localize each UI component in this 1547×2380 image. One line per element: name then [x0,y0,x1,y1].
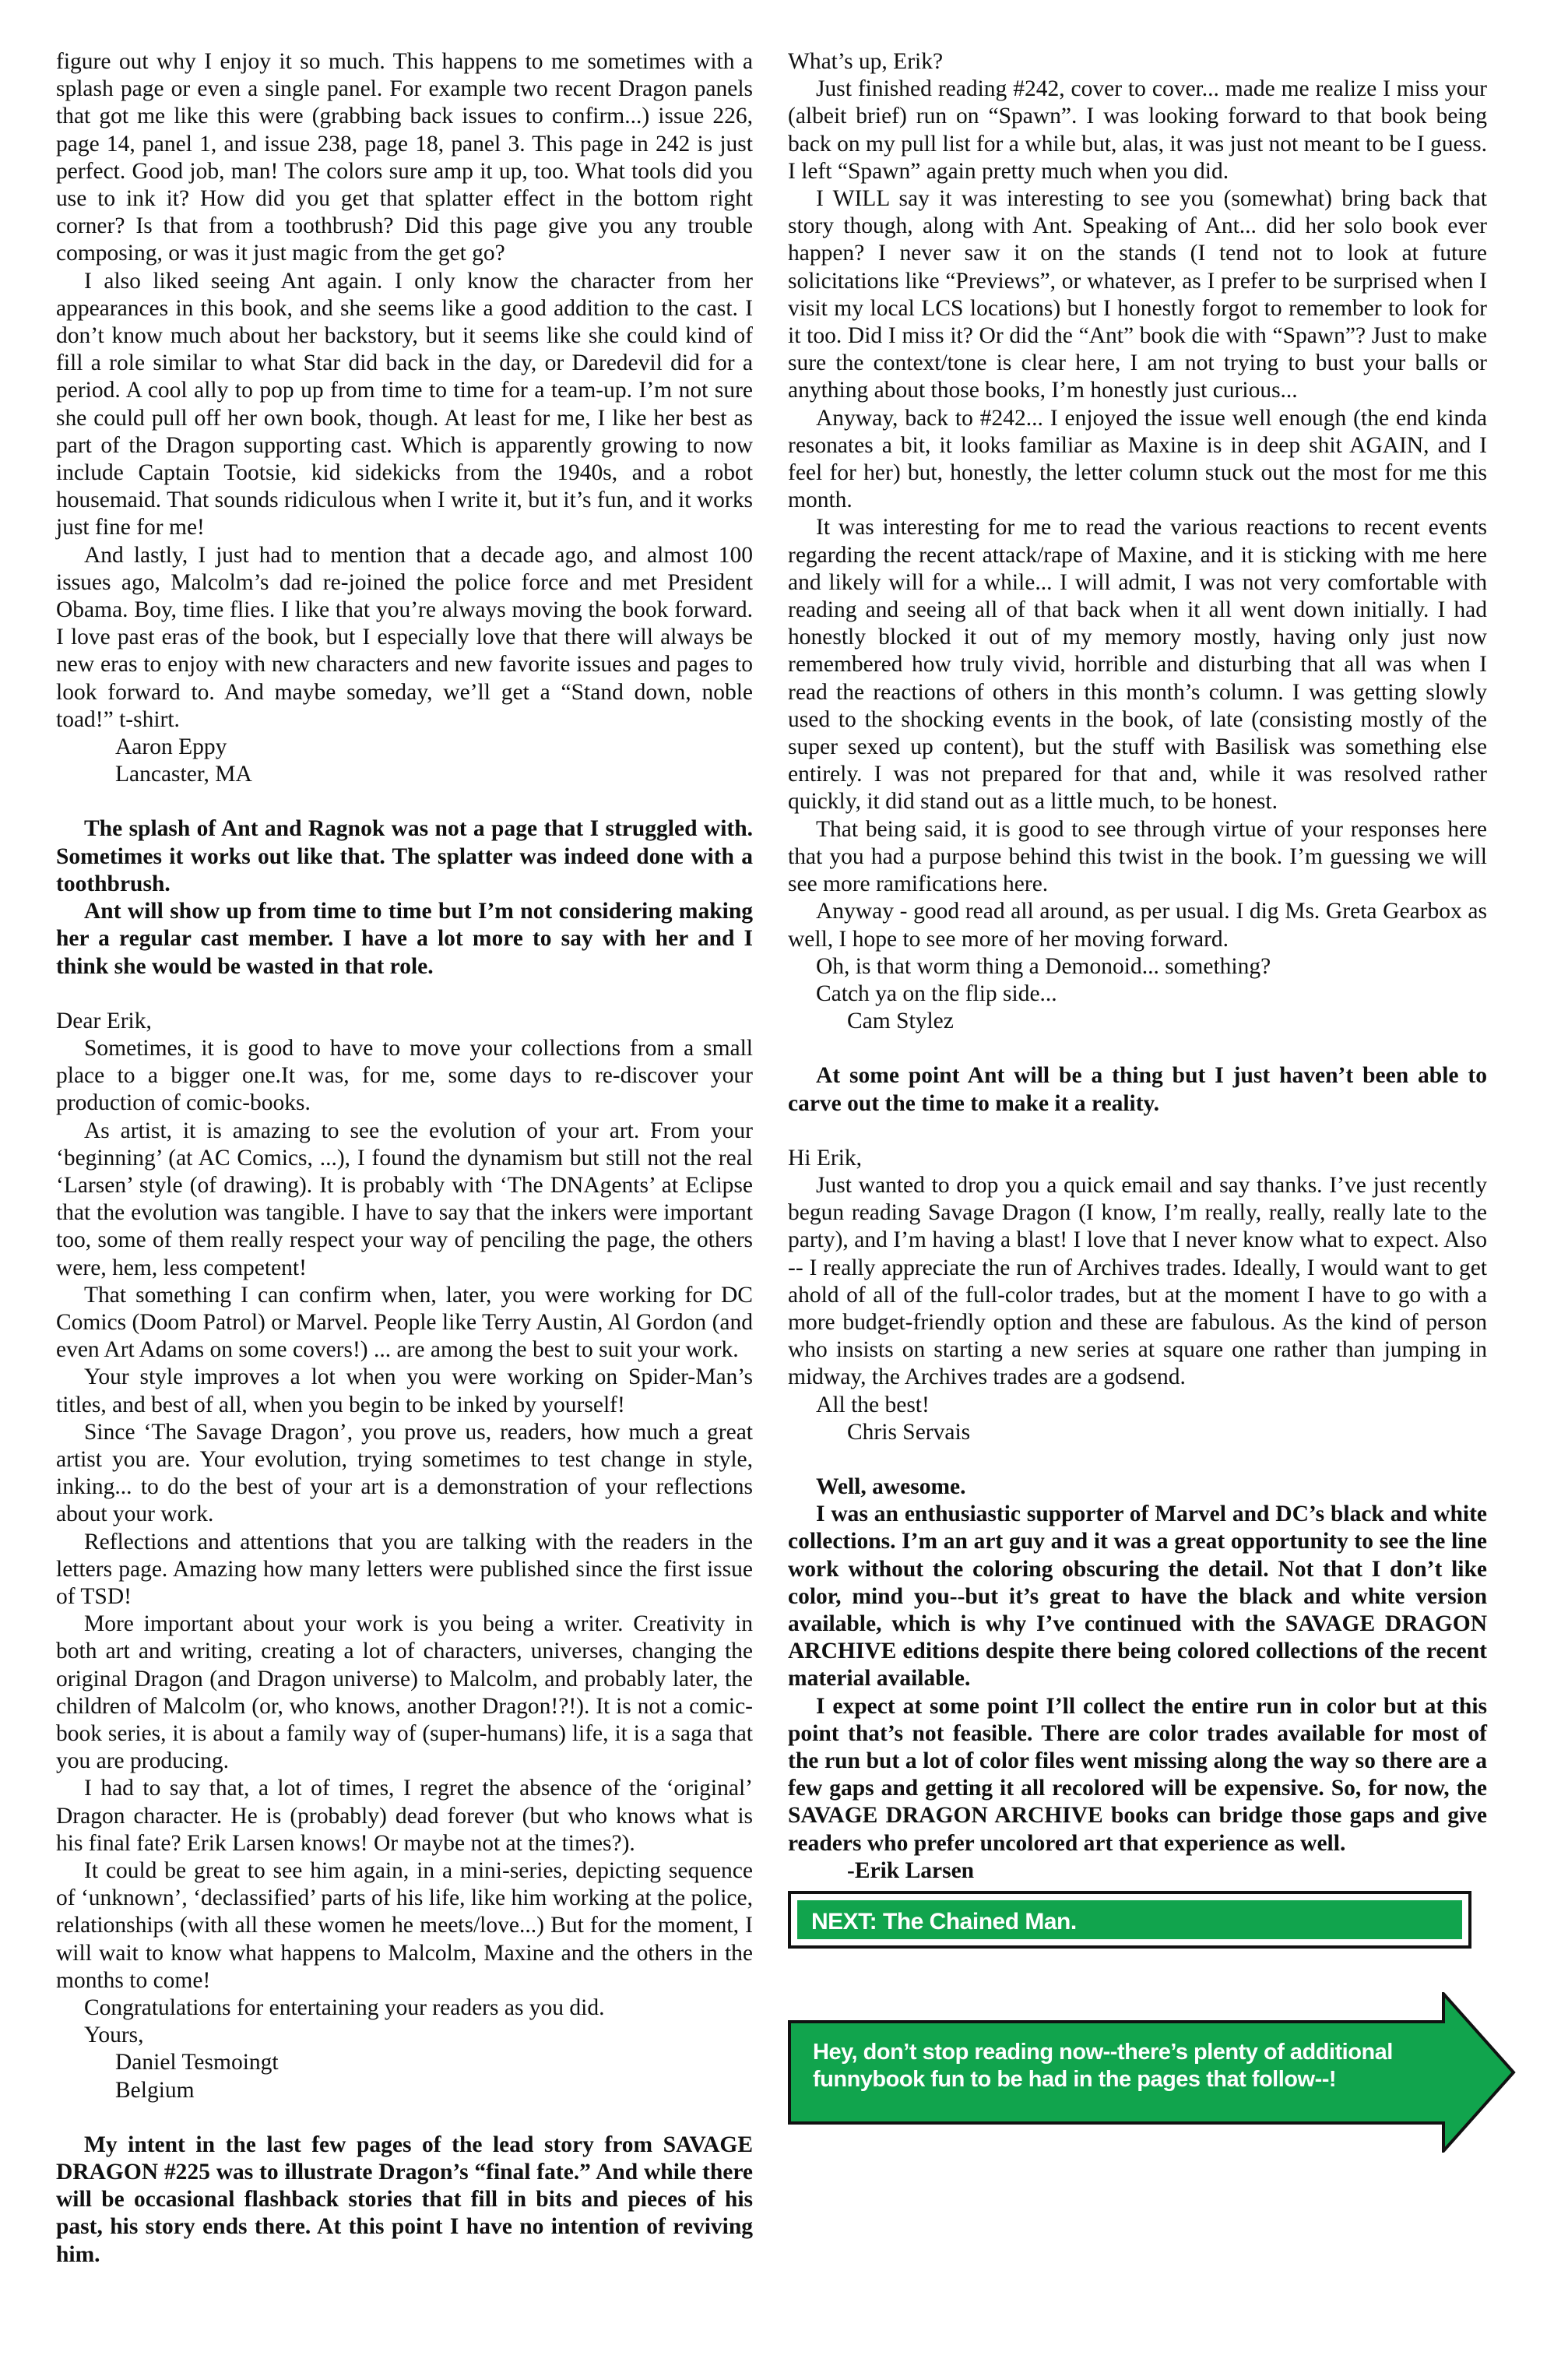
reply1-paragraph: Ant will show up from time to time but I’m not considering making her a regular cast member. I have a lot more to say with her and I think she would be wasted in that role. [56,899,753,979]
letter1-paragraph: figure out why I enjoy it so much. This happens to me sometimes with a splash page or even a single panel. For example two recent Dragon panels that got me like this were (grabbing back issues to confirm...) issue 226, page 14, panel 1, and issue 238, page 18, panel 3. This page in 242 is just perfect. Good job, man! The colors sure amp it up, too. What tools did you use to ink it? How did you get that splatter effect in the bottom right corner? Is that from a toothbrush? Did this page give you any trouble composing, or was it just magic from the get go? [56,49,753,266]
letter4-greeting: Hi Erik, [788,1145,863,1171]
letter4-signature: Chris Servais [847,1419,971,1445]
next-issue-banner-fill [797,1900,1462,1939]
letter2-paragraph: As artist, it is amazing to see the evolution of your art. From your ‘beginning’ (at AC Comics, ...), I found the dynamism but still not the real ‘Larsen’ style (of drawing). It is probably with ‘The DNAgents’ at Eclipse that the evolution was tangible. I have to say that the inkers were important too, some of them really respect your way of penciling the page, the others were, hem, less competent! [56,1118,753,1280]
reply4-signature: -Erik Larsen [847,1857,975,1883]
letter2-closing: Yours, [84,2023,144,2048]
letter3-paragraph: Anyway, back to #242... I enjoyed the issue well enough (the end kinda resonates a bit, it looks familiar as Maxine is in deep shit AGAIN, and I feel for her) but, honestly, the letter column stuck out the most for me this month. [788,405,1487,513]
letter2-paragraph: Since ‘The Savage Dragon’, you prove us, readers, how much a great artist you are. Your evolution, trying sometimes to test change in style, inking... to do the best of your art is a demonstration of your reflections about your work. [56,1419,753,1527]
letter2-signature-place: Belgium [115,2077,195,2103]
letter4-paragraph: All the best! [816,1392,930,1417]
continue-reading-arrow [788,1992,1516,2153]
continue-reading-label: Hey, don’t stop reading now--there’s plenty of additional funnybook fun to be had in the pages that follow--! [813,2040,1393,2092]
letter3-paragraph: Anyway - good read all around, as per usual. I dig Ms. Greta Gearbox as well, I hope to see more of her moving forward. [788,899,1487,952]
letter1-signature-place: Lancaster, MA [115,762,252,787]
letter3-paragraph: Oh, is that worm thing a Demonoid... something? [816,953,1271,979]
reply4-paragraph: I expect at some point I’ll collect the entire run in color but at this point that’s not feasible. There are color trades available for most of the run but a lot of color files went missing along the way so there are a few gaps and getting it all recolored will be expensive. So, for now, the SAVAGE DRAGON ARCHIVE books can bridge those gaps and give readers who prefer uncolored art that experience as well. [788,1693,1487,1856]
letter3-greeting: What’s up, Erik? [788,49,944,74]
letter2-greeting: Dear Erik, [56,1008,152,1033]
letter3-paragraph: It was interesting for me to read the various reactions to recent events regarding the recent attack/rape of Maxine, and it is sticking with me here and likely will for a while... I will admit, I was not very comfortable with reading and seeing all of that back when it all went down initially. I had honestly blocked it out of my memory mostly, having only just now remembered how truly vivid, horrible and disturbing that all was when I read the reactions of others in this month’s column. I was getting slowly used to the shocking events in the book, of late (consisting mostly of the super sexed up content), but the stuff with Basilisk was something else entirely. I was not prepared for that and, while it was resolved rather quickly, it did stand out as a little much, to be honest. [788,515,1487,815]
letter1-paragraph: And lastly, I just had to mention that a decade ago, and almost 100 issues ago, Malcolm’s dad re-joined the police force and met President Obama. Boy, time flies. I like that you’re always moving the book forward. I love past eras of the book, but I especially love that there will always be new eras to enjoy with new characters and new favorite issues and pages to look forward to. And maybe someday, we’ll get a “Stand down, noble toad!” t-shirt. [56,542,753,732]
letter3-paragraph: That being said, it is good to see through virtue of your responses here that you had a purpose behind this twist in the book. I’m guessing we will see more ramifications here. [788,816,1487,897]
letter2-paragraph: More important about your work is you being a writer. Creativity in both art and writing, creating a lot of characters, universes, changing the original Dragon (and Dragon universe) to Malcolm, and probably later, the children of Malcolm (or, who knows, another Dragon!?!). It is not a comic-book series, it is about a family way of (super-humans) life, it is a saga that you are producing. [56,1611,753,1774]
letter2-paragraph: Sometimes, it is good to have to move your collections from a small place to a bigger one.It was, for me, some days to re-discover your production of comic-books. [56,1035,753,1116]
next-issue-label: NEXT: The Chained Man. [811,1909,1077,1935]
letter1-signature-name: Aaron Eppy [115,734,227,760]
letter2-paragraph: Your style improves a lot when you were working on Spider-Man’s titles, and best of all, when you begin to be inked by yourself! [56,1364,753,1417]
reply1-paragraph: The splash of Ant and Ragnok was not a page that I struggled with. Sometimes it works out like that. The splatter was indeed done with a toothbrush. [56,816,753,896]
letter3-paragraph: Catch ya on the flip side... [816,981,1057,1006]
right-column [788,48,1487,2153]
letter2-paragraph: It could be great to see him again, in a mini-series, depicting sequence of ‘unknown’, ‘declassified’ parts of his life, like him working at the police, relationships (with all these women he meets/love...) But for the moment, I will wait to know what happens to Malcolm, Maxine and the others in the months to come! [56,1858,753,1993]
letter2-paragraph: I had to say that, a lot of times, I regret the absence of the ‘original’ Dragon character. He is (probably) dead forever (but who knows what is his final fate? Erik Larsen knows! Or maybe not at the times?). [56,1776,753,1856]
left-column [56,48,753,2269]
reply4-paragraph: I was an enthusiastic supporter of Marvel and DC’s black and white collections. I’m an art guy and it was a great opportunity to see the line work without the coloring obscuring the detail. Not that I don’t like color, mind you--but it’s great to have the black and white version available, which is why I’ve continued with the SAVAGE DRAGON ARCHIVE editions despite there being colored collections of the recent material available. [788,1502,1487,1692]
letter2-paragraph: That something I can confirm when, later, you were working for DC Comics (Doom Patrol) or Marvel. People like Terry Austin, Al Gordon (and even Art Adams on some covers!) ... are among the best to suit your work. [56,1282,753,1363]
letter3-signature: Cam Stylez [847,1009,954,1034]
reply2-paragraph: My intent in the last few pages of the lead story from SAVAGE DRAGON #225 was to illustrate Dragon’s “final fate.” And while there will be occasional flashback stories that fill in bits and pieces of his past, his story ends there. At this point I have no intention of reviving him. [56,2132,753,2267]
reply3-paragraph: At some point Ant will be a thing but I just haven’t been able to carve out the time to make it a reality. [788,1063,1487,1116]
letter2-signature-name: Daniel Tesmoingt [115,2050,279,2075]
next-issue-banner [788,1891,1471,1949]
letter4-paragraph: Just wanted to drop you a quick email and say thanks. I’ve just recently begun reading Savage Dragon (I know, I’m really, really, really late to the party), and I’m having a blast! I love that I never know what to expect. Also -- I really appreciate the run of Archives trades. Ideally, I would want to get ahold of all of the full-color trades, but at the moment I have to go with a more budget-friendly option and these are fabulous. As the kind of person who insists on starting a new series at square one rather than jumping in midway, the Archives trades are a godsend. [788,1172,1487,1390]
letter2-paragraph: Congratulations for entertaining your readers as you did. [84,1995,605,2021]
letter1-paragraph: I also liked seeing Ant again. I only know the character from her appearances in this book, and she seems like a good addition to the cast. I don’t know much about her backstory, but it seems like she could kind of fill a role similar to what Star did back in the day, or Daredevil did for a period. A cool ally to pop up from time to time for a team-up. I’m not sure she could pull off her own book, though. At least for me, I like her best as part of the Dragon supporting cast. Which is apparently growing to now include Captain Tootsie, kid sidekicks from the 1940s, and a robot housemaid. That sounds ridiculous when I write it, but it’s fun, and it works just fine for me! [56,268,753,540]
letter3-paragraph: Just finished reading #242, cover to cover... made me realize I miss your (albeit brief) run on “Spawn”. I was looking forward to that book being back on my pull list for a while but, alas, it was just not meant to be I guess. I left “Spawn” again pretty much when you did. [788,76,1487,184]
letter2-paragraph: Reflections and attentions that you are talking with the readers in the letters page. Amazing how many letters were published since the first issue of TSD! [56,1529,753,1609]
letter3-paragraph: I WILL say it was interesting to see you (somewhat) bring back that story though, along with Ant. Speaking of Ant... did her solo book ever happen? I never saw it on the stands (I tend not to look at future solicitations like “Previews”, or whatever, as I prefer to be surprised when I visit my local LCS locations) but I honestly forgot to remember to look for it too. Did I miss it? Or did the “Ant” book die with “Spawn”? Just to make sure the context/tone is clear here, I am not trying to bust your balls or anything about those books, I’m honestly just curious... [788,186,1487,403]
reply4-paragraph: Well, awesome. [816,1473,966,1499]
